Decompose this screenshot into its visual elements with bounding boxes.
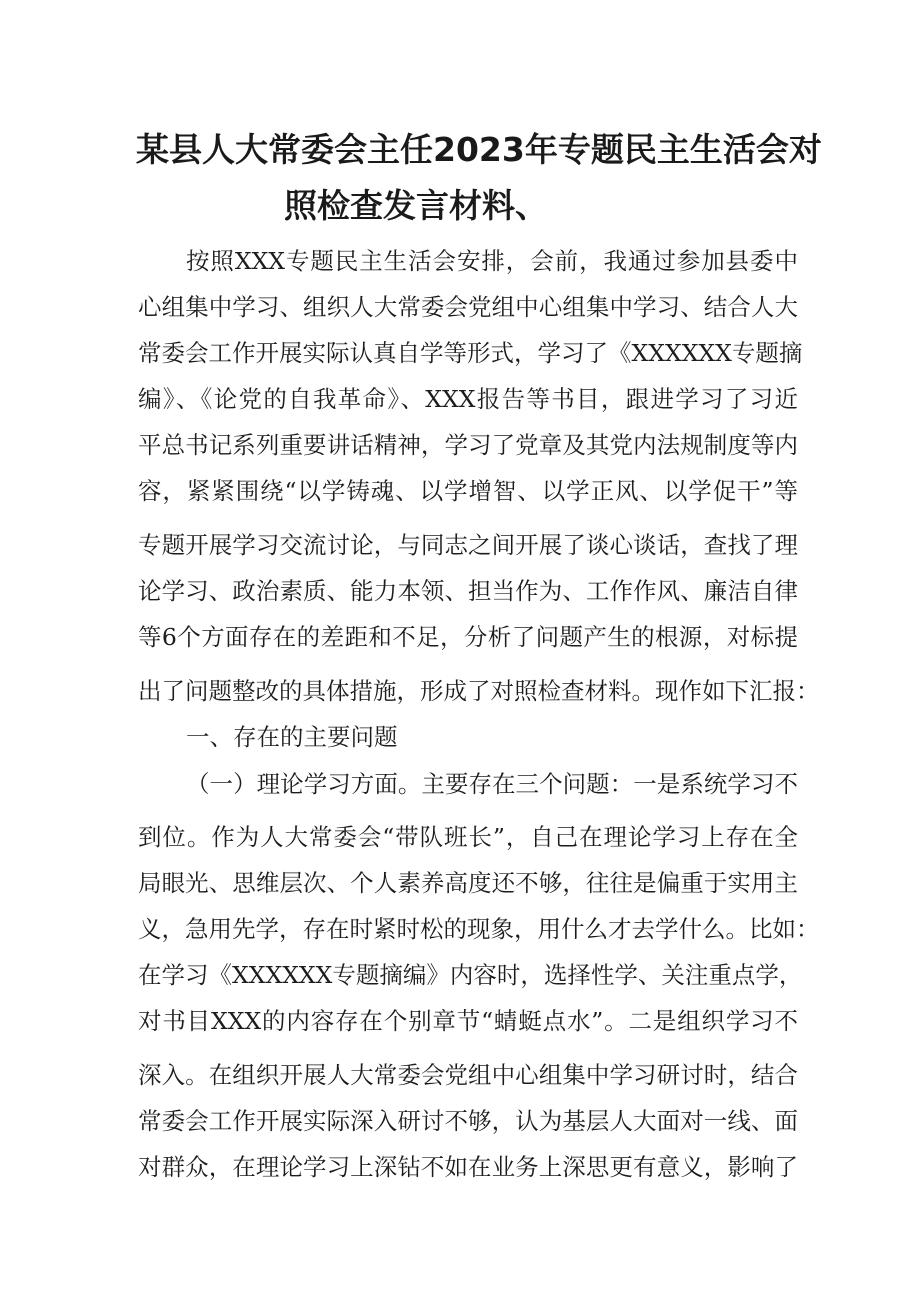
paragraph-1-line-4: 编》、《论党的自我革命》、XXX报告等书目，跟进学习了习近: [138, 385, 798, 413]
document-title-line-1: 某县人大常委会主任2023年专题民主生活会对: [136, 130, 822, 169]
paragraph-2-line-1: （一）理论学习方面。主要存在三个问题：一是系统学习不: [186, 770, 798, 798]
paragraph-1-line-8: 论学习、政治素质、能力本领、担当作为、工作作风、廉洁自律: [138, 577, 798, 605]
paragraph-2-line-4: 义，急用先学，存在时紧时松的现象，用什么才去学什么。比如：: [138, 915, 820, 943]
paragraph-1-line-10: 出了问题整改的具体措施，形成了对照检查材料。现作如下汇报：: [138, 677, 820, 705]
document-title-line-2: 照检查发言材料、: [284, 186, 548, 225]
paragraph-1-line-5: 平总书记系列重要讲话精神，学习了党章及其党内法规制度等内: [138, 431, 798, 459]
paragraph-1-line-3: 常委会工作开展实际认真自学等形式，学习了《XXXXXX专题摘: [138, 339, 803, 367]
paragraph-1-line-9: 等6个方面存在的差距和不足，分析了问题产生的根源，对标提: [138, 623, 798, 651]
paragraph-2-line-2: 到位。作为人大常委会“带队班长”，自己在理论学习上存在全: [138, 823, 798, 851]
paragraph-2-line-7: 深入。在组织开展人大常委会党组中心组集中学习研讨时，结合: [138, 1061, 798, 1089]
paragraph-2-line-8: 常委会工作开展实际深入研讨不够，认为基层人大面对一线、面: [138, 1107, 798, 1135]
paragraph-1-line-2: 心组集中学习、组织人大常委会党组中心组集中学习、结合人大: [138, 293, 798, 321]
section-heading-1: 一、存在的主要问题: [186, 723, 398, 751]
paragraph-2-line-9: 对群众，在理论学习上深钻不如在业务上深思更有意义，影响了: [138, 1153, 798, 1181]
paragraph-2-line-6: 对书目XXX的内容存在个别章节“蜻蜓点水”。二是组织学习不: [138, 1007, 798, 1035]
paragraph-2-line-3: 局眼光、思维层次、个人素养高度还不够，往往是偏重于实用主: [138, 869, 798, 897]
paragraph-1-line-6: 容，紧紧围绕“以学铸魂、以学增智、以学正风、以学促干”等: [138, 477, 798, 505]
paragraph-1-line-1: 按照XXX专题民主生活会安排，会前，我通过参加县委中: [186, 247, 798, 275]
paragraph-2-line-5: 在学习《XXXXXX专题摘编》内容时，选择性学、关注重点学，: [138, 961, 803, 989]
paragraph-1-line-7: 专题开展学习交流讨论，与同志之间开展了谈心谈话，查找了理: [138, 531, 798, 559]
